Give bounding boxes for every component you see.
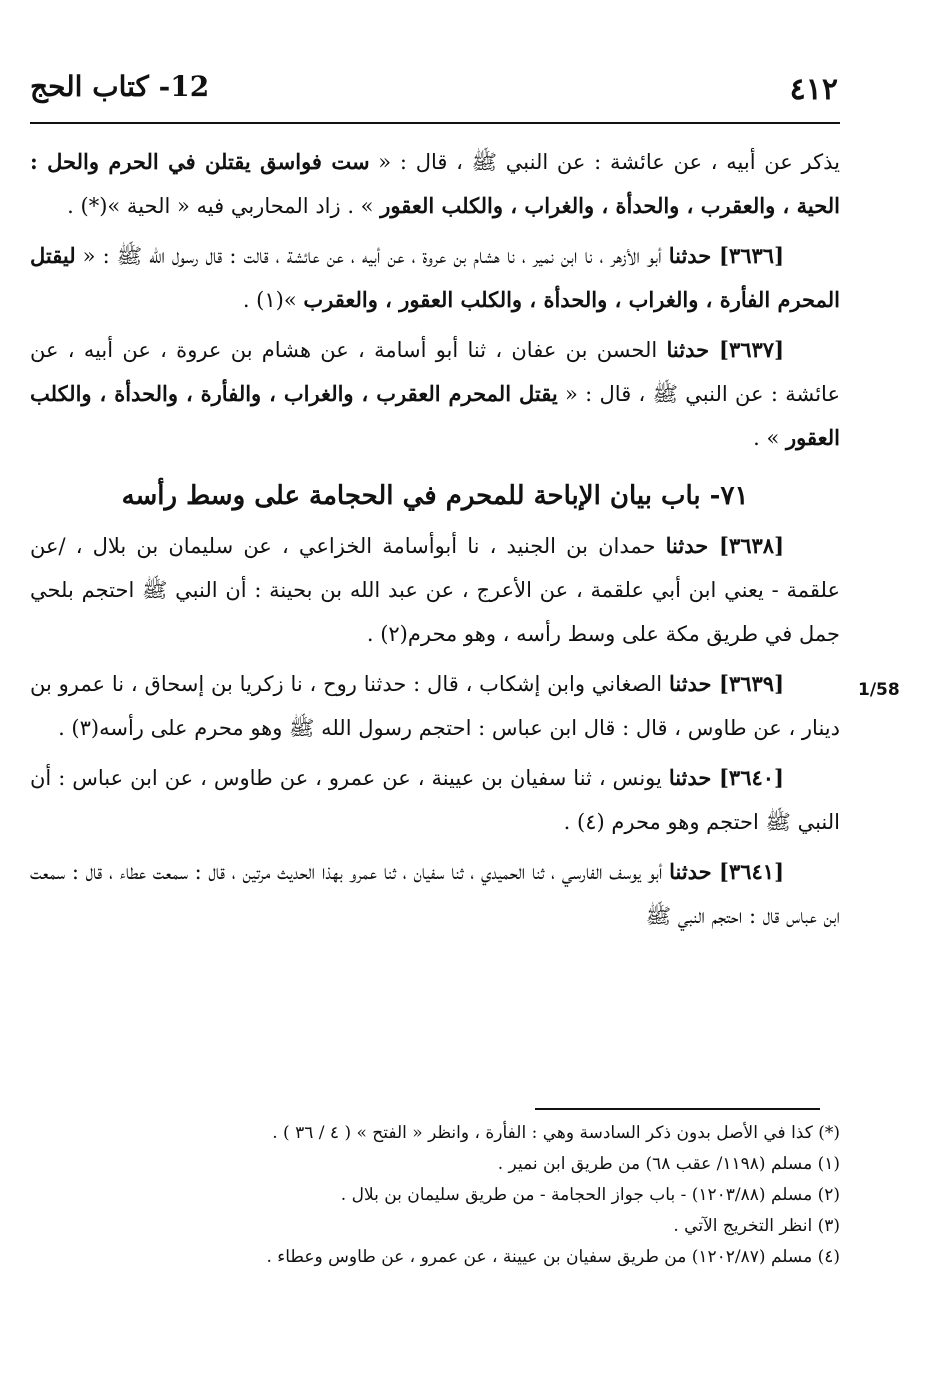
footnote: (٢) مسلم (١٢٠٣/٨٨) - باب جواز الحجامة - من طريق سليمان بن بلال . (340, 1185, 840, 1205)
paragraph-continuation (30, 140, 840, 228)
hadith-matn: ست فواسق يقتلن في الحرم والحل : الحية ، والعقرب ، والحدأة ، والغراب ، والكلب العقور (30, 149, 840, 218)
footnote: (٤) مسلم (١٢٠٢/٨٧) من طريق سفيان بن عيينة ، عن عمرو ، عن طاوس وعطاء . (266, 1247, 840, 1267)
text-run: يذكر عن أبيه ، عن عائشة : عن النبي ﷺ ، قال : « (369, 150, 840, 174)
hadith-lead: حدثنا (668, 671, 719, 696)
text-run: يونس ، ثنا سفيان بن عيينة ، عن عمرو ، عن طاوس ، عن ابن عباس : أن النبي ﷺ احتجم وهو محرم (٤) . (30, 766, 840, 834)
text-run: أبو الأزهر ، نا ابن نمير ، نا هشام بن عروة ، عن أبيه ، عن عائشة ، قالت : قال رسول الله ﷺ : « (75, 244, 669, 268)
hadith-lead: حدثنا (669, 859, 719, 884)
text-run: » . زاد المحاربي فيه « الحية »(*) . (67, 194, 381, 218)
hadith-number: [٣٦٣٩] (719, 671, 784, 696)
hadith-lead: حدثنا (666, 337, 719, 362)
text-run: أبو يوسف الفارسي ، ثنا الحميدي ، ثنا سفيان ، ثنا عمرو بهذا الحديث مرتين ، قال : سمعت عطاء ، قال : سمعت ابن عباس قال : احتجم النبي ﷺ (30, 860, 840, 928)
hadith-number: [٣٦٤١] (719, 859, 784, 884)
footnotes (30, 1118, 840, 1273)
page-number: ٤١٢ (789, 72, 838, 107)
header-rule (30, 122, 840, 124)
text-run: حمدان بن الجنيد ، نا أبوأسامة الخزاعي ، عن سليمان بن بلال ، /عن علقمة - يعني ابن أبي علقمة ، عن الأعرج ، عن عبد الله بن بحينة : أن النبي ﷺ احتجم بلحي جمل في طريق مكة على وسط رأسه ، وهو محرم(٢) . (30, 534, 840, 646)
hadith-3641 (30, 850, 840, 938)
footnote-rule (535, 1108, 820, 1110)
margin-folio-reference: 1/58 (858, 680, 900, 700)
hadith-number: [٣٦٣٦] (719, 243, 784, 268)
footnote: (*) كذا في الأصل بدون ذكر السادسة وهي : الفأرة ، وانظر « الفتح » ( ٤ / ٣٦ ) . (272, 1123, 840, 1143)
hadith-number: [٣٦٤٠] (718, 765, 784, 790)
hadith-3638 (30, 524, 840, 656)
text-run: » . (753, 426, 787, 450)
footnote: (٣) انظر التخريج الآتي . (673, 1216, 840, 1236)
hadith-number: [٣٦٣٨] (719, 533, 784, 558)
footnote: (١) مسلم (١١٩٨/ عقب ٦٨) من طريق ابن نمير . (497, 1154, 840, 1174)
text-run: »(١) . (242, 288, 304, 312)
hadith-3636 (30, 234, 840, 322)
hadith-matn: يقتل المحرم العقرب ، والغراب ، والفأرة ، والحدأة ، والكلب العقور (30, 381, 840, 450)
text-run: الصغاني وابن إشكاب ، قال : حدثنا روح ، نا زكريا بن إسحاق ، نا عمرو بن دينار ، عن طاوس ، قال : قال ابن عباس : احتجم رسول الله ﷺ وهو محرم على رأسه(٣) . (30, 672, 840, 740)
main-text (30, 140, 840, 944)
hadith-3639 (30, 662, 840, 750)
hadith-number: [٣٦٣٧] (719, 337, 784, 362)
text-run: الحسن بن عفان ، ثنا أبو أسامة ، عن هشام بن عروة ، عن أبيه ، عن عائشة : عن النبي ﷺ ، قال : « (30, 338, 840, 406)
hadith-3640 (30, 756, 840, 844)
hadith-lead: حدثنا (668, 765, 719, 790)
hadith-lead: حدثنا (665, 533, 719, 558)
hadith-3637 (30, 328, 840, 460)
hadith-lead: حدثنا (668, 243, 719, 268)
hadith-matn: ليقتل المحرم الفأرة ، والغراب ، والحدأة ، والكلب العقور ، والعقرب (30, 243, 840, 312)
chapter-title: ٧١- باب بيان الإباحة للمحرم في الحجامة على وسط رأسه (121, 481, 749, 511)
running-title: 12- كتاب الحج (30, 70, 210, 103)
